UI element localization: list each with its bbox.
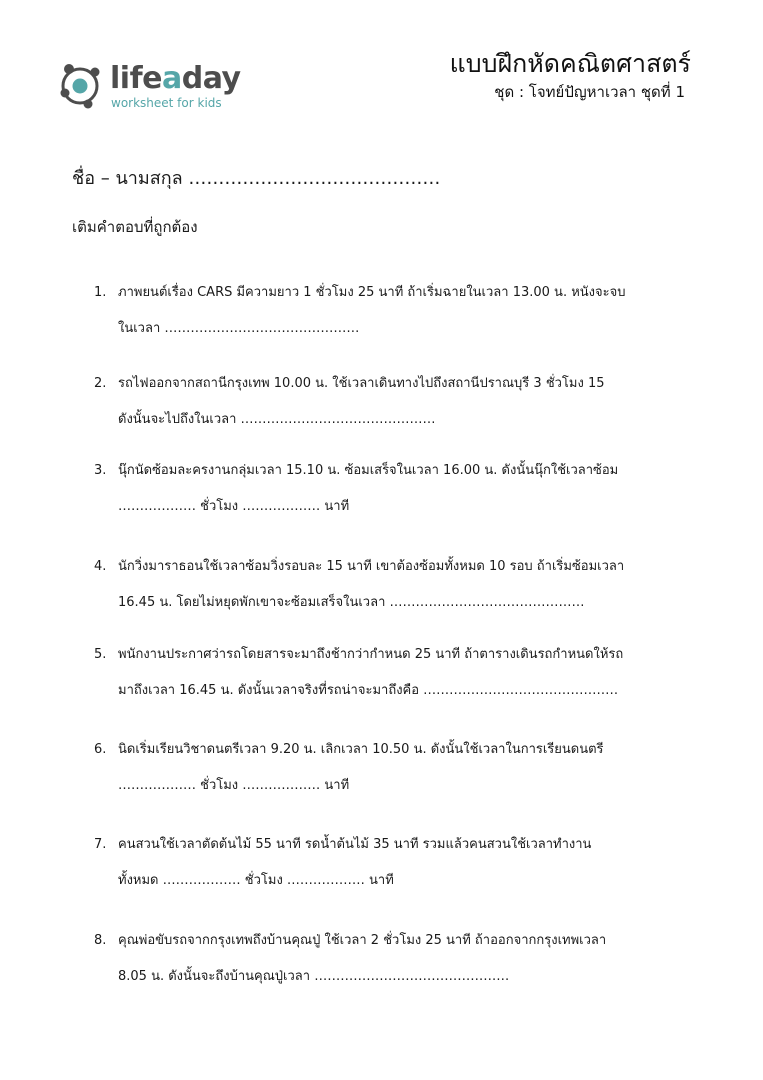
question-text: รถไฟออกจากสถานีกรุงเทพ 10.00 น. ใช้เวลาเดินทางไปถึงสถานีปราณบุรี 3 ชั่วโมง 15: [118, 376, 605, 391]
question-number: 1.: [94, 285, 107, 300]
answer-line: ทั้งหมด ……………… ชั่วโมง ……………… นาที: [118, 873, 394, 888]
worksheet-subtitle: ชุด : โจทย์ปัญหาเวลา ชุดที่ 1: [494, 83, 685, 101]
question-number: 5.: [94, 647, 107, 662]
instruction-text: เติมคำตอบที่ถูกต้อง: [72, 218, 198, 236]
worksheet-title: แบบฝึกหัดคณิตศาสตร์: [449, 49, 691, 78]
question-text: นุ๊กนัดซ้อมละครงานกลุ่มเวลา 15.10 น. ซ้อมเสร็จในเวลา 16.00 น. ดังนั้นนุ๊กใช้เวลาซ้อม: [118, 463, 619, 478]
answer-line: ดังนั้นจะไปถึงในเวลา ………………………………………: [118, 412, 436, 427]
question-text: คุณพ่อขับรถจากกรุงเทพถึงบ้านคุณปู่ ใช้เวลา 2 ชั่วโมง 25 นาที ถ้าออกจากกรุงเทพเวลา: [118, 933, 607, 948]
question-text: พนักงานประกาศว่ารถโดยสารจะมาถึงช้ากว่ากำหนด 25 นาที ถ้าตารางเดินรถกำหนดให้รถ: [118, 647, 624, 662]
question-number: 2.: [94, 376, 107, 391]
question-number: 4.: [94, 559, 107, 574]
answer-line: ……………… ชั่วโมง ……………… นาที: [118, 778, 350, 793]
question-number: 7.: [94, 837, 107, 852]
answer-line: 8.05 น. ดังนั้นจะถึงบ้านคุณปู่เวลา ………………………………………: [118, 969, 510, 984]
question-text: นักวิ่งมาราธอนใช้เวลาซ้อมวิ่งรอบละ 15 นาที เขาต้องซ้อมทั้งหมด 10 รอบ ถ้าเริ่มซ้อมเวลา: [118, 559, 625, 574]
lifeaday-logo: [58, 60, 248, 116]
question-number: 3.: [94, 463, 107, 478]
question-text: นิดเริ่มเรียนวิชาดนตรีเวลา 9.20 น. เลิกเวลา 10.50 น. ดังนั้นใช้เวลาในการเรียนดนตรี: [118, 742, 604, 757]
logo-tagline: worksheet for kids: [111, 96, 222, 110]
question-number: 8.: [94, 933, 107, 948]
lifeaday-molecule-logo-icon: [58, 60, 108, 112]
question-text: ภาพยนต์เรื่อง CARS มีความยาว 1 ชั่วโมง 25 นาที ถ้าเริ่มฉายในเวลา 13.00 น. หนังจะจบ: [118, 285, 626, 300]
logo-brand-accent: a: [161, 61, 182, 96]
logo-brand-main: life: [110, 61, 162, 96]
logo-brand-end: day: [181, 61, 241, 96]
question-text: คนสวนใช้เวลาตัดต้นไม้ 55 นาที รดน้ำต้นไม้ 35 นาที รวมแล้วคนสวนใช้เวลาทำงาน: [118, 837, 592, 852]
answer-line: ……………… ชั่วโมง ……………… นาที: [118, 499, 350, 514]
answer-line: มาถึงเวลา 16.45 น. ดังนั้นเวลาจริงที่รถน่าจะมาถึงคือ ………………………………………: [118, 683, 619, 698]
answer-line: ในเวลา ………………………………………: [118, 321, 360, 336]
student-name-line: ชื่อ – นามสกุล ……………………………………: [72, 168, 441, 189]
answer-line: 16.45 น. โดยไม่หยุดพักเขาจะซ้อมเสร็จในเวลา ………………………………………: [118, 595, 585, 610]
question-number: 6.: [94, 742, 107, 757]
logo-wordmark: [110, 62, 241, 96]
